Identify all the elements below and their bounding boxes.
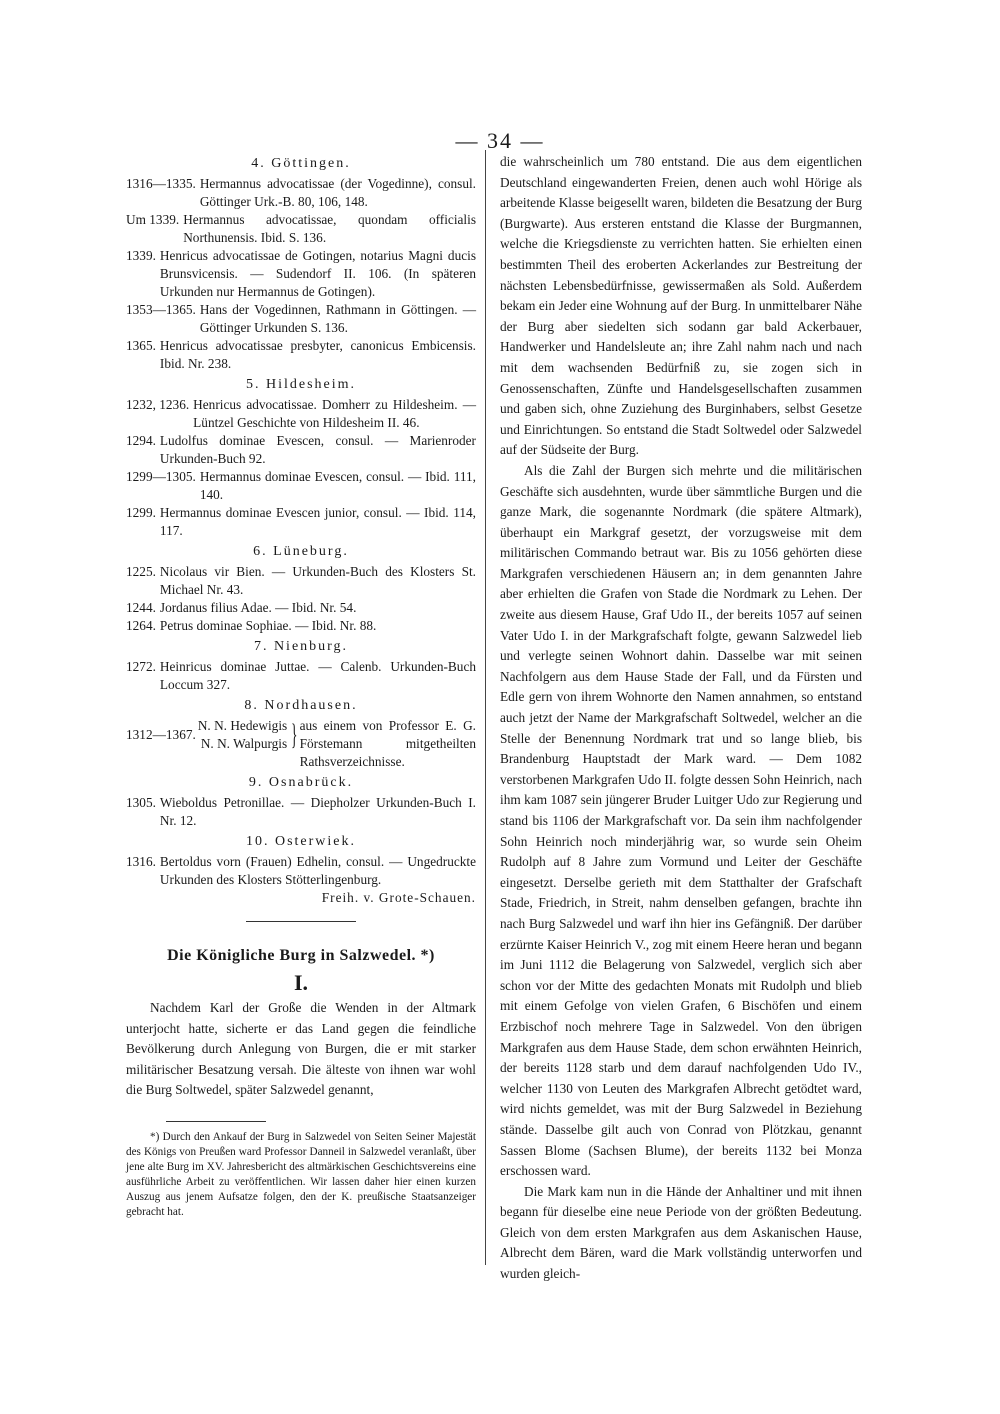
register-entry (126, 396, 476, 432)
footnote: *) Durch den Ankauf der Burg in Salzwedel von Seiten Seiner Majestät des Königs von Preußen ward Professor Danneil in Salzwedel veranlaßt, über jene alte Burg im XV. Jahresbericht des altmärkischen Geschichtsvereins eine ausführliche Arbeit zu veröffentlichen. Wir lassen daher hier einen kurzen Auszug aus jenem Aufsatze folgen, den der K. preußische Staatsanzeiger gebracht hat. (126, 1130, 476, 1218)
article-part-number: I. (293, 970, 309, 995)
section-heading: 10. Osterwiek. (245, 834, 357, 849)
entry-name: N. N. Walpurgis (200, 736, 288, 751)
entry-text: Hermannus advocatissae, quondam officialis Northunensis. Ibid. S. 136. (183, 212, 476, 245)
nordhausen-entry (126, 717, 476, 771)
entry-date: 1244. (126, 600, 156, 615)
right-column (500, 152, 862, 1285)
register-entry (126, 211, 476, 247)
page-number: — 34 — (455, 128, 545, 153)
register-entry (126, 853, 476, 889)
article-paragraph: Nachdem Karl der Große die Wenden in der Altmark unterjocht hatte, sicherte er das Land gegen die feindliche Bevölkerung durch Anlegung von Burgen, die er mit starker militärischer Besatzung versah. Die älteste von ihnen war wohl die Burg Soltwedel, später Salzwedel genannt, (126, 1000, 476, 1098)
entry-text: Ludolfus dominae Evescen, consul. — Marienroder Urkunden-Buch 92. (159, 433, 476, 466)
entry-text: Henricus advocatissae presbyter, canonicus Embicensis. Ibid. Nr. 238. (159, 338, 476, 371)
register-entry (126, 175, 476, 211)
register-entry (126, 599, 476, 617)
entry-date: 1365. (126, 338, 156, 353)
register-entry (126, 617, 476, 635)
register-entry (126, 504, 476, 540)
entry-note: aus einem von Professor E. G. Förstemann mitgetheilten Rathsverzeichnisse. (299, 718, 476, 769)
register-entry (126, 658, 476, 694)
body-paragraph: die wahrscheinlich um 780 entstand. Die aus dem eigentlichen Deutschland eingewanderten Freien, denen auch wohl Hörige als arbeitende Klasse beigesellt waren, bildeten die Besatzung der Burg (Burgwarte). Aus ersteren entstand die Klasse der Burgmannen, welche die Kriegsdienste zu verrichten hatten. Sie erhielten einen bestimmten Theil des eroberten Ackerlandes zur Bestreitung der nächsten Lebensbedürfnisse, gewissermaßen als Sold. Außerdem bekam ein Jeder eine Wohnung auf der Burg. In unmittelbarer Nähe der Burg aber siedelten sich sodann gar bald Ackerbauer, Handwerker und Handelsleute an; ihre Zahl nahm nach und nach mit dem wachsenden Bedürfniß zu, sie zogen sich in Genossenschaften, Zünfte und Handelsgesellschaften zusammen und gaben sich, ohne Zuziehung des Burginhabers, selbst Gesetze und Einrichtungen. So entstand die Stadt Soltwedel oder Salzwedel auf der Südseite der Burg. (500, 154, 862, 458)
entry-date: 1305. (126, 795, 156, 810)
entry-text: Wieboldus Petronillae. — Diepholzer Urkunden-Buch I. Nr. 12. (159, 795, 476, 828)
body-paragraph: Die Mark kam nun in die Hände der Anhaltiner und mit ihnen begann für dieselbe eine neue Periode von der größten Bedeutung. Gleich von dem ersten Markgrafen aus dem Askanischen Hause, Albrecht dem Bären, ward die Mark vollständig unterworfen und wurden gleich- (500, 1183, 862, 1282)
entry-text: Jordanus filius Adae. — Ibid. Nr. 54. (159, 600, 357, 615)
entry-date: 1353—1365. (126, 302, 196, 317)
entry-text: Henricus advocatissae. Domherr zu Hildesheim. — Lüntzel Geschichte von Hildesheim II. 46. (193, 397, 476, 430)
entry-date: 1339. (126, 248, 156, 263)
entry-text: Nicolaus vir Bien. — Urkunden-Buch des Klosters St. Michael Nr. 43. (159, 564, 476, 597)
section-heading: 7. Nienburg. (253, 639, 349, 654)
register-section (126, 637, 476, 694)
entry-date: 1294. (126, 433, 156, 448)
section-heading: 9. Osnabrück. (248, 775, 354, 790)
section-nordhausen (126, 696, 476, 771)
entry-text: Petrus dominae Sophiae. — Ibid. Nr. 88. (159, 618, 377, 633)
entry-text: Hermannus advocatissae (der Vogedinne), consul. Göttinger Urk.-B. 80, 106, 148. (199, 176, 476, 209)
register-entry (126, 563, 476, 599)
entry-names (198, 717, 289, 771)
entry-date: 1299. (126, 505, 156, 520)
entry-date: 1316. (126, 854, 156, 869)
section-heading: 4. Göttingen. (251, 156, 351, 171)
entry-date: 1272. (126, 659, 156, 674)
entry-text: Bertoldus vorn (Frauen) Edhelin, consul. — Ungedruckte Urkunden des Klosters Stötterlingenburg. (159, 854, 476, 887)
entry-date: 1312—1367. (126, 727, 196, 742)
section-heading: 5. Hildesheim. (245, 377, 357, 392)
entry-date: 1316—1335. (126, 176, 196, 191)
entry-text: Hermannus dominae Evescen, consul. — Ibid. 111, 140. (199, 469, 476, 502)
entry-text: Hermannus dominae Evescen junior, consul. — Ibid. 114, 117. (159, 505, 476, 538)
register-sections-part-2 (126, 773, 476, 889)
entry-date: 1225. (126, 564, 156, 579)
article-title: Die Königliche Burg in Salzwedel. *) (167, 947, 435, 964)
register-entry (126, 247, 476, 301)
section-heading: 6. Lüneburg. (253, 544, 349, 559)
register-section (126, 542, 476, 635)
column-divider (485, 150, 486, 1265)
register-sections-part-1 (126, 154, 476, 694)
register-entry (126, 468, 476, 504)
left-column (126, 152, 476, 1220)
footnote-divider (166, 1121, 266, 1122)
register-entry (126, 337, 476, 373)
section-divider (246, 921, 356, 922)
entry-date: 1299—1305. (126, 469, 196, 484)
register-section (126, 154, 476, 373)
entry-date: 1232, 1236. (126, 397, 190, 412)
author-signature: Freih. v. Grote-Schauen. (321, 890, 476, 905)
register-section (126, 832, 476, 889)
register-entry (126, 432, 476, 468)
register-section (126, 773, 476, 830)
register-entry (126, 794, 476, 830)
entry-text: Heinricus dominae Juttae. — Calenb. Urkunden-Buch Loccum 327. (159, 659, 476, 692)
entry-name: N. N. Hedewigis (197, 718, 288, 733)
register-section (126, 375, 476, 540)
entry-date: Um 1339. (126, 212, 180, 227)
body-paragraph: Als die Zahl der Burgen sich mehrte und die militärischen Geschäfte sich ausdehnten, wurde über sämmtliche Burgen und die ganze Mark, die sogenannte Nordmark (die spätere Altmark), überhaupt ein Markgraf gesetzt, der vorzugsweise mit dem militärischen Commando betraut war. Bis zu 1056 gehörten diese Markgrafen verschiedenen Häusern an; in dem genannten Jahre aber erhielten die Grafen von Stade die Nordmark zu Lehen. Der zweite aus diesem Hause, Graf Udo II., der bereits 1057 auf seinen Vater Udo I. in der Markgrafschaft folgte, gewann Salzwedel lieb und verlegte seinen Wohnort dahin. Dasselbe war mit seinen Nachfolgern aus dem Hause Stade der Fall, und da Fürsten und Edle gern von ihrem Wohnorte den Namen annahmen, so entstand auch jetzt der Name der Markgrafschaft Soltwedel, welcher an die Stelle der Benennung Nordmark trat und so lange blieb, bis Brandenburg Hauptstadt der Mark ward. — Dem 1082 verstorbenen Markgrafen Udo II. folgte dessen Sohn Heinrich, nach ihm kam 1087 sein jüngerer Bruder Luitger Udo zur Regierung und stand bis 1106 der Markgrafschaft vor. Da sein ihm nachfolgender Sohn Heinrich noch minderjährig war, so wurde sein Oheim Rudolph auf 8 Jahre zum Vormund und Leiter der Geschäfte eingesetzt. Derselbe gerieth mit dem Statthalter der Grafschaft Stade, Friedrich, in Streit, nahm denselben gefangen, brachte ihn nach Burg Salzwedel und warf ihn hier ins Gefängniß. Der darüber erzürnte Kaiser Heinrich V., zog mit einem Heere heran und begann im Juni 1112 die Belagerung von Salzwedel, verglich sich aber schon vor der Mitte des gedachten Monats mit Rudolph und blieb mit einem Gefolge von vielen Grafen, 6 Bischöfen und einem Erzbischof noch mehrere Tage in Salzwedel. Von den übrigen Markgrafen aus dem Hause Stade, dem schon erwähnten Heinrich, der bereits 1128 starb und dem darauf nachfolgenden Udo IV., welcher 1130 von Leuten des Markgrafen Albrecht getödtet ward, wird nichts gemeldet, was mit der Burg Salzwedel in Beziehung stände. Dasselbe gilt auch von Conrad von Plötzkau, genannt Sassen Blome (Sachsen Blume), der bereits 1132 bei Monza erschossen ward. (500, 462, 862, 1179)
register-entry (126, 301, 476, 337)
section-heading: 8. Nordhausen. (244, 698, 358, 713)
brace-glyph: } (291, 718, 298, 751)
entry-date: 1264. (126, 618, 156, 633)
entry-text: Henricus advocatissae de Gotingen, notarius Magni ducis Brunsvicensis. — Sudendorf II. 106. (In späteren Urkunden nur Hermannus de Gotingen). (159, 248, 476, 299)
entry-text: Hans der Vogedinnen, Rathmann in Göttingen. — Göttinger Urkunden S. 136. (199, 302, 476, 335)
